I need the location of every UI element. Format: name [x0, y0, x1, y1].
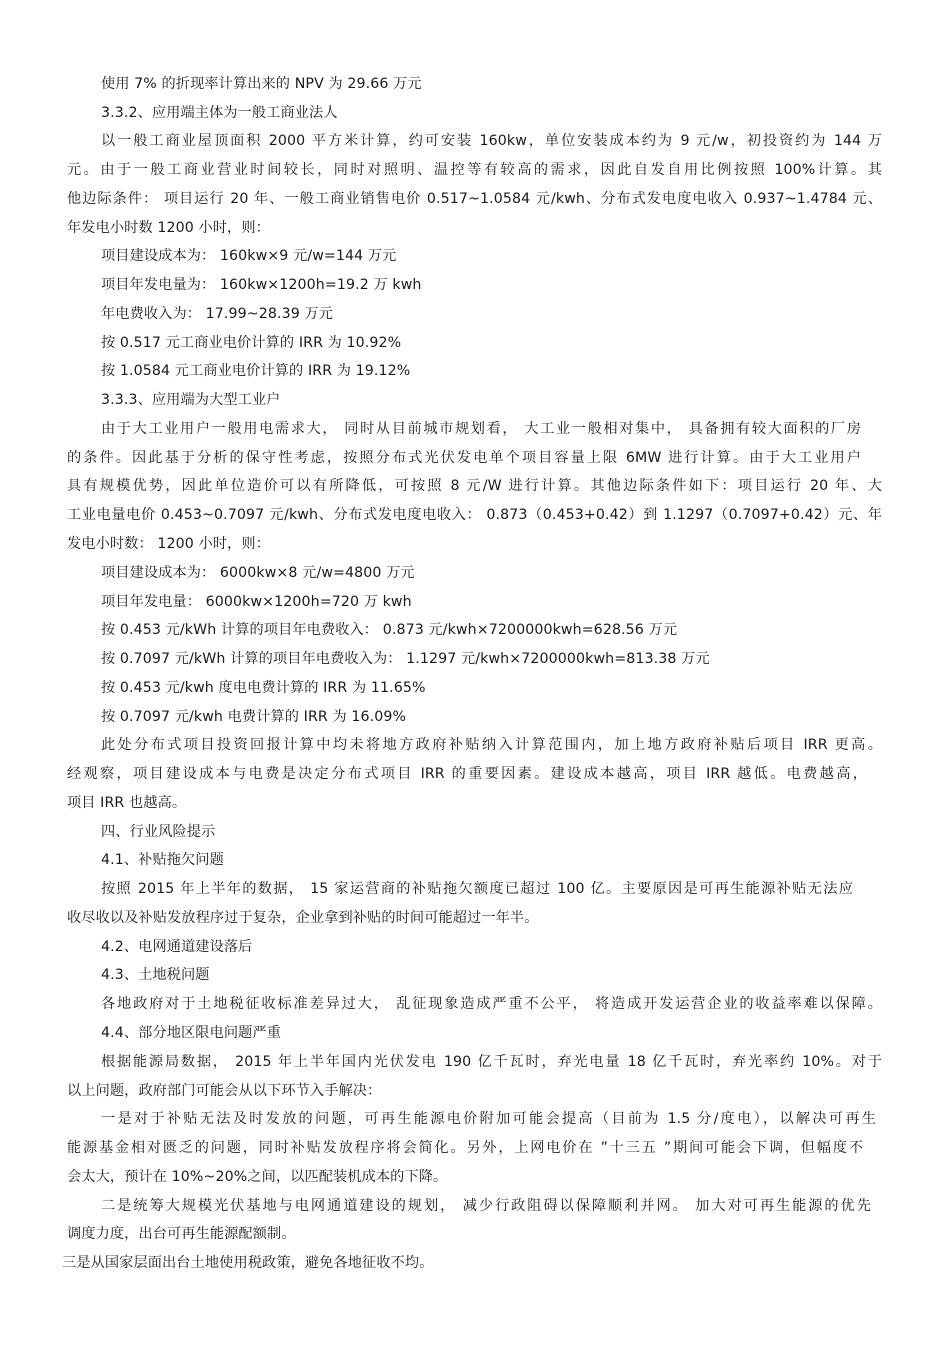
- calc-line: 按 0.453 元/kWh 计算的项目年电费收入： 0.873 元/kwh×7200000kwh=628.56 万元: [101, 622, 678, 638]
- paragraph-line: 按照 2015 年上半年的数据， 15 家运营商的补贴拖欠额度已超过 100 亿。主要原因是可再生能源补贴无法应: [101, 881, 853, 897]
- paragraph-line: 经观察，项目建设成本与电费是决定分布式项目 IRR 的重要因素。建设成本越高，项目 IRR 越低。电费越高，: [67, 766, 867, 782]
- paragraph-line: 的条件。因此基于分析的保守性考虑，按照分布式光伏发电单个项目容量上限 6MW 进行计算。由于大工业用户: [67, 450, 861, 466]
- paragraph-line: 元。由于一般工商业营业时间较长，同时对照明、温控等有较高的需求，因此自发自用比例按照 100%计算。其: [67, 162, 882, 178]
- paragraph-line: 收尽收以及补贴发放程序过于复杂，企业拿到补贴的时间可能超过一年半。: [67, 910, 539, 926]
- calc-line: 项目建设成本为： 160kw×9 元/w=144 万元: [101, 248, 397, 264]
- calc-line: 按 1.0584 元工商业电价计算的 IRR 为 19.12%: [101, 363, 411, 379]
- paragraph-line: 各地政府对于土地税征收标准差异过大， 乱征现象造成严重不公平， 将造成开发运营企业的收益率难以保障。: [101, 996, 882, 1012]
- paragraph-line: 一是对于补贴无法及时发放的问题，可再生能源电价附加可能会提高（目前为 1.5 分/度电），以解决可再生: [101, 1111, 876, 1127]
- section-heading-4-2: 4.2、电网通道建设落后: [101, 939, 253, 955]
- calc-line: 按 0.517 元工商业电价计算的 IRR 为 10.92%: [101, 335, 402, 351]
- calc-line: 按 0.7097 元/kwh 电费计算的 IRR 为 16.09%: [101, 709, 407, 725]
- paragraph-line: 以上问题，政府部门可能会从以下环节入手解决：: [67, 1083, 382, 1099]
- paragraph-line: 二是统筹大规模光伏基地与电网通道建设的规划， 减少行政阻碍以保障顺利并网。 加大对可再生能源的优先: [101, 1198, 871, 1214]
- paragraph-line: 项目 IRR 也越高。: [67, 795, 187, 811]
- section-heading-4-1: 4.1、补贴拖欠问题: [101, 852, 224, 868]
- paragraph-line: 调度力度，出台可再生能源配额制。: [67, 1226, 296, 1242]
- paragraph-line: 发电小时数： 1200 小时，则：: [67, 536, 270, 552]
- section-heading-4: 四、行业风险提示: [101, 824, 216, 840]
- calc-line: 项目建设成本为： 6000kw×8 元/w=4800 万元: [101, 565, 415, 581]
- npv-result-line: 使用 7% 的折现率计算出来的 NPV 为 29.66 万元: [101, 76, 422, 92]
- section-heading-3-3-3: 3.3.3、应用端为大型工业户: [101, 392, 281, 408]
- paragraph-line: 三是从国家层面出台土地使用税政策，避免各地征收不均。: [62, 1255, 434, 1271]
- paragraph-line: 能源基金相对匮乏的问题，同时补贴发放程序将会简化。另外，上网电价在 ”十三五 ”期间可能会下调，但幅度不: [67, 1140, 863, 1156]
- paragraph-line: 此处分布式项目投资回报计算中均未将地方政府补贴纳入计算范围内，加上地方政府补贴后项目 IRR 更高。: [101, 737, 882, 753]
- paragraph-line: 根据能源局数据， 2015 年上半年国内光伏发电 190 亿千瓦时，弃光电量 18 亿千瓦时，弃光率约 10%。对于: [101, 1054, 882, 1070]
- calc-line: 按 0.7097 元/kWh 计算的项目年电费收入为： 1.1297 元/kwh×7200000kwh=813.38 万元: [101, 651, 710, 667]
- calc-line: 年电费收入为： 17.99~28.39 万元: [101, 306, 334, 322]
- calc-line: 项目年发电量为： 160kw×1200h=19.2 万 kwh: [101, 277, 422, 293]
- paragraph-line: 由于大工业用户一般用电需求大， 同时从目前城市规划看， 大工业一般相对集中， 具备拥有较大面积的厂房: [101, 421, 861, 437]
- section-heading-4-3: 4.3、土地税问题: [101, 967, 210, 983]
- section-heading-3-3-2: 3.3.2、应用端主体为一般工商业法人: [101, 105, 338, 121]
- paragraph-line: 以一般工商业屋顶面积 2000 平方米计算，约可安装 160kw，单位安装成本约为 9 元/w，初投资约为 144 万: [101, 133, 882, 149]
- calc-line: 按 0.453 元/kwh 度电电费计算的 IRR 为 11.65%: [101, 680, 426, 696]
- calc-line: 项目年发电量： 6000kw×1200h=720 万 kwh: [101, 594, 412, 610]
- section-heading-4-4: 4.4、部分地区限电问题严重: [101, 1025, 282, 1041]
- paragraph-line: 工业电量电价 0.453~0.7097 元/kwh、分布式发电度电收入： 0.873（0.453+0.42）到 1.1297（0.7097+0.42）元、年: [67, 507, 882, 523]
- paragraph-line: 他边际条件： 项目运行 20 年、一般工商业销售电价 0.517~1.0584 元/kwh、分布式发电度电收入 0.937~1.4784 元、: [67, 191, 882, 207]
- paragraph-line: 具有规模优势，因此单位造价可以有所降低，可按照 8 元/W 进行计算。其他边际条件如下：项目运行 20 年、大: [67, 478, 882, 494]
- paragraph-line: 年发电小时数 1200 小时，则：: [67, 220, 270, 236]
- paragraph-line: 会太大，预计在 10%~20%之间，以匹配装机成本的下降。: [67, 1169, 448, 1185]
